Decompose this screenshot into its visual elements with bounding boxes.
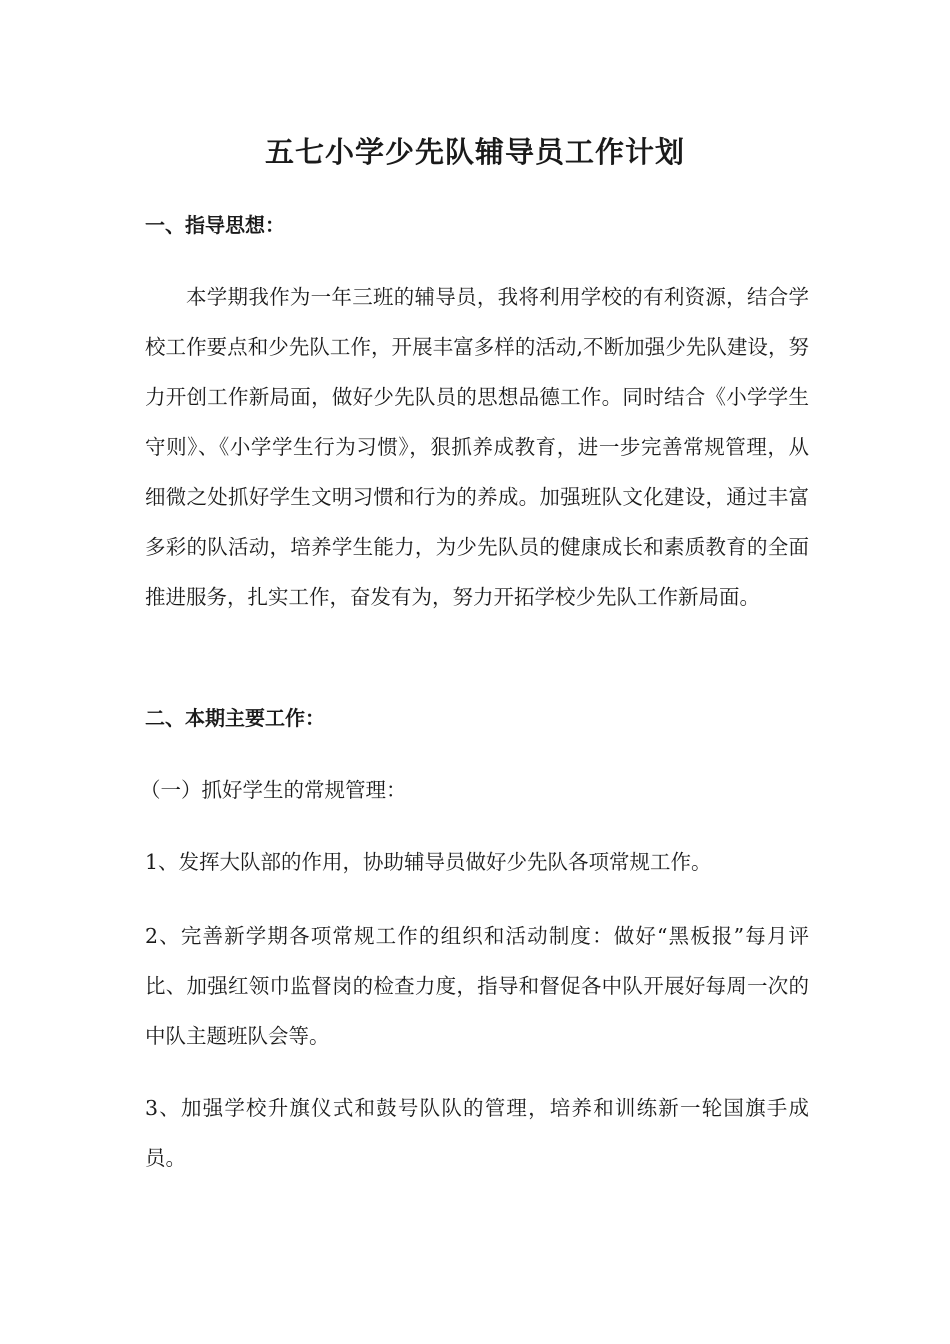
list-item-3: 3、加强学校升旗仪式和鼓号队队的管理，培养和训练新一轮国旗手成员。	[145, 1096, 809, 1170]
list-item-1: 1、发挥大队部的作用，协助辅导员做好少先队各项常规工作。	[145, 850, 712, 874]
subheading-routine-management: （一）抓好学生的常规管理：	[140, 778, 407, 802]
document-title: 五七小学少先队辅导员工作计划	[264, 135, 685, 169]
section-heading-main-work: 二、本期主要工作：	[145, 706, 325, 730]
list-item-2: 2、完善新学期各项常规工作的组织和活动制度：做好“黑板报”每月评比、加强红领巾监督岗的检查力度，指导和督促各中队开展好每周一次的中队主题班队会等。	[145, 924, 809, 1048]
section-heading-guiding-ideology: 一、指导思想：	[145, 213, 285, 237]
guiding-ideology-paragraph: 本学期我作为一年三班的辅导员，我将利用学校的有利资源，结合学校工作要点和少先队工作，开展丰富多样的活动,不断加强少先队建设，努力开创工作新局面，做好少先队员的思想品德工作。同时结合《小学学生守则》、《小学学生行为习惯》，狠抓养成教育，进一步完善常规管理，从细微之处抓好学生文明习惯和行为的养成。加强班队文化建设，通过丰富多彩的队活动，培养学生能力，为少先队员的健康成长和素质教育的全面推进服务，扎实工作，奋发有为，努力开拓学校少先队工作新局面。	[145, 285, 809, 609]
